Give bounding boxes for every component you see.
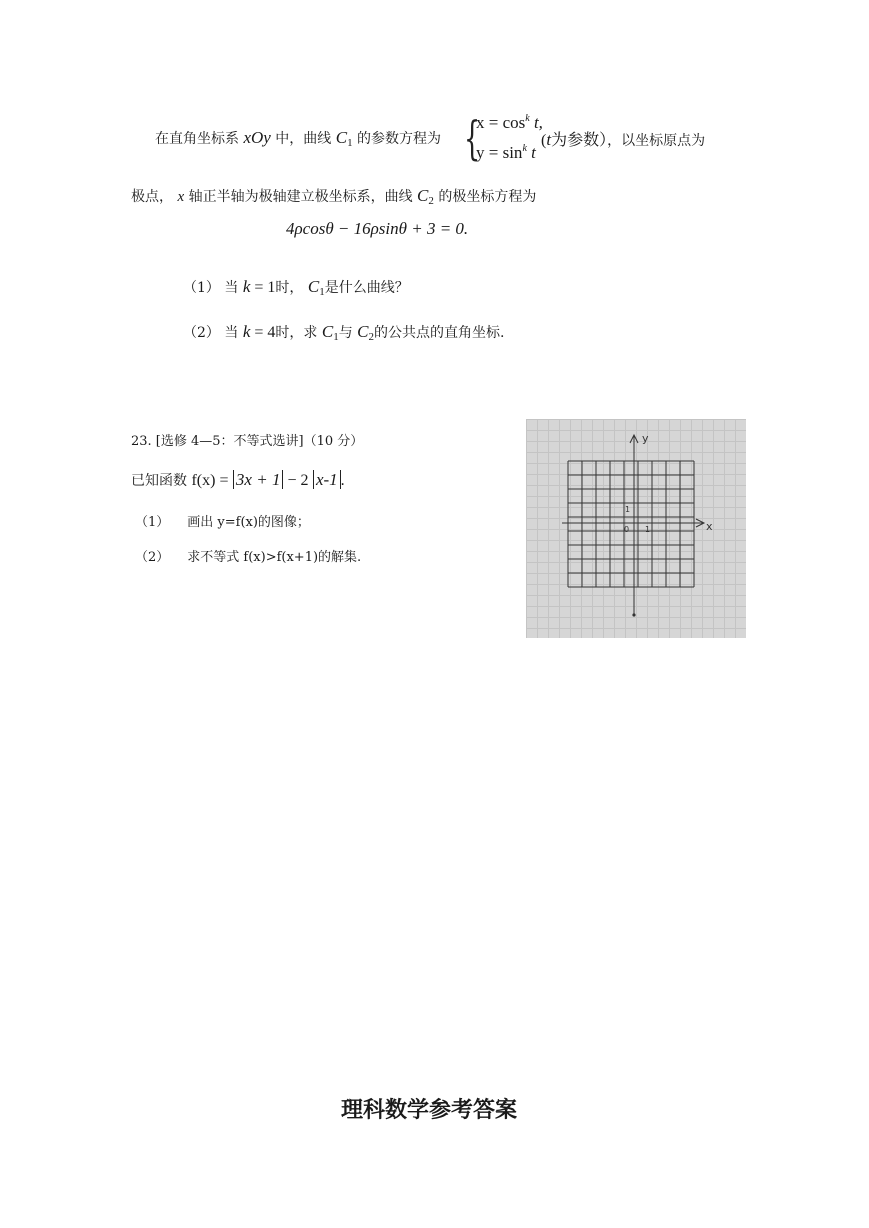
math-xOy: xOy — [243, 128, 271, 147]
p23-function: 已知函数 f(x) = 3x + 1 − 2 x-1 . — [131, 470, 345, 489]
param-eq-y: $y = \sin^k t$ — [476, 143, 536, 162]
p23-header: 23. [选修 4—5：不等式选讲]（10 分） — [131, 434, 364, 449]
answer-title: 理科数学参考答案 — [341, 1098, 518, 1123]
p22-q2: （2） 当 k = 4时，求 $C_1$与 $C_2$的公共点的直角坐标. — [183, 322, 505, 343]
param-note: (t为参数），以坐标原点为 — [541, 130, 706, 149]
p22-q1: （1） 当 k = 1时， $C_1$是什么曲线？ — [183, 277, 409, 298]
param-eq-x: $x = \cos^k t$, — [476, 113, 543, 132]
math-C1: $C_1$ — [335, 128, 353, 149]
p22-line2: 极点， x 轴正半轴为极轴建立极坐标系，曲线 $C_2$ 的极坐标方程为 — [131, 186, 537, 207]
p23-q1: （1） 画出 y=f(x)的图像； — [135, 515, 310, 530]
coordinate-grid — [526, 419, 746, 638]
math-C2: $C_2$ — [417, 186, 434, 207]
p22-line1: 在直角坐标系 xOy 中，曲线 $C_1$ 的参数方程为 — [155, 128, 442, 149]
origin-label: 0 — [624, 525, 630, 534]
left-brace: { — [464, 111, 481, 165]
p23-q2: （2） 求不等式 f(x)>f(x+1)的解集. — [135, 550, 362, 565]
drawn-grid — [568, 461, 694, 587]
polar-equation: 4ρcosθ − 16ρsinθ + 3 = 0. — [286, 219, 469, 238]
grid-figure — [526, 419, 746, 638]
y-axis-end-dot — [632, 613, 635, 616]
x-tick-label: 1 — [645, 525, 651, 534]
y-tick-label: 1 — [625, 505, 631, 514]
y-axis-label: y — [642, 432, 649, 445]
x-axis-label: x — [706, 520, 713, 533]
